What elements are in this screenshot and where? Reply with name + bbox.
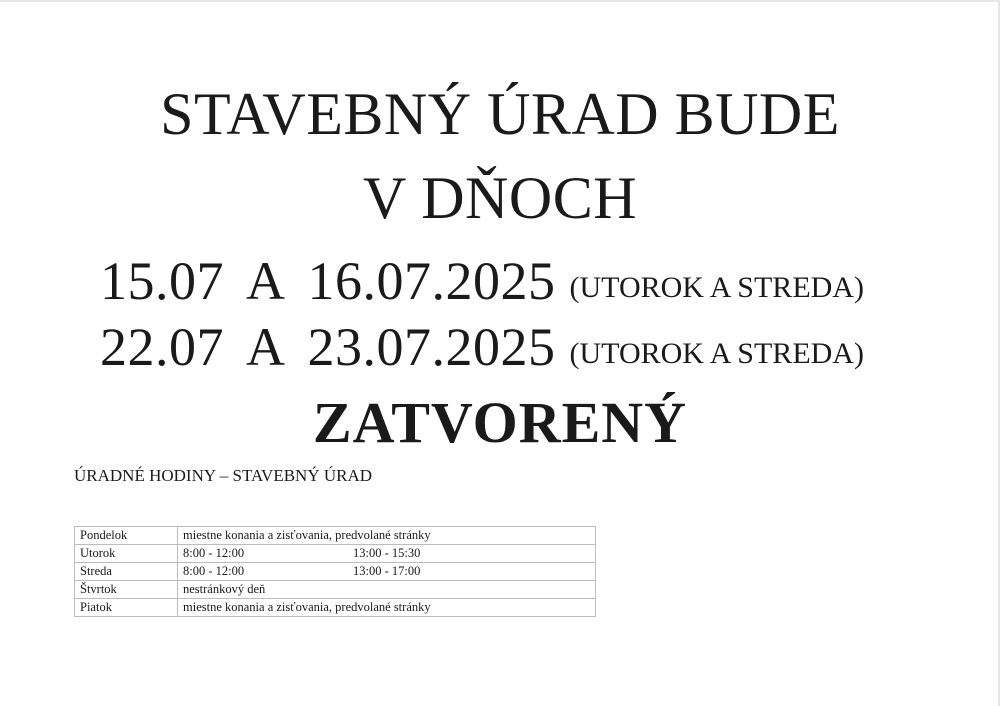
hours-cell: nestránkový deň <box>178 581 596 599</box>
table-row <box>75 563 596 581</box>
date-weekday-note: (UTOROK A STREDA) <box>569 271 864 304</box>
date-from: 15.07 <box>100 251 224 311</box>
closed-label: ZATVORENÝ <box>312 390 688 455</box>
table-row <box>75 581 596 599</box>
headline-line-1: STAVEBNÝ ÚRAD BUDE <box>160 81 840 147</box>
day-cell: Piatok <box>75 599 178 617</box>
day-cell: Utorok <box>75 545 178 563</box>
office-hours-heading: ÚRADNÉ HODINY – STAVEBNÝ ÚRAD <box>74 466 373 485</box>
table-row <box>75 527 596 545</box>
date-weekday-note: (UTOROK A STREDA) <box>569 337 864 370</box>
afternoon-hours-cell: 13:00 - 17:00 <box>348 563 596 581</box>
closure-dates-row-2 <box>100 317 980 377</box>
hours-cell: miestne konania a zisťovania, predvolané stránky <box>178 527 596 545</box>
date-from: 22.07 <box>100 317 224 377</box>
date-and: A <box>246 317 286 377</box>
day-cell: Streda <box>75 563 178 581</box>
afternoon-hours-cell: 13:00 - 15:30 <box>348 545 596 563</box>
morning-hours-cell: 8:00 - 12:00 <box>178 545 349 563</box>
office-hours-table <box>74 526 596 617</box>
date-to: 16.07.2025 <box>307 251 556 311</box>
hours-cell: miestne konania a zisťovania, predvolané stránky <box>178 599 596 617</box>
headline-line-2: V DŇOCH <box>362 165 638 231</box>
closure-dates-row-1 <box>100 251 980 311</box>
date-and: A <box>246 251 286 311</box>
day-cell: Štvrtok <box>75 581 178 599</box>
table-row <box>75 599 596 617</box>
page-edge-top <box>0 0 1000 2</box>
day-cell: Pondelok <box>75 527 178 545</box>
table-row <box>75 545 596 563</box>
date-to: 23.07.2025 <box>307 317 556 377</box>
morning-hours-cell: 8:00 - 12:00 <box>178 563 349 581</box>
